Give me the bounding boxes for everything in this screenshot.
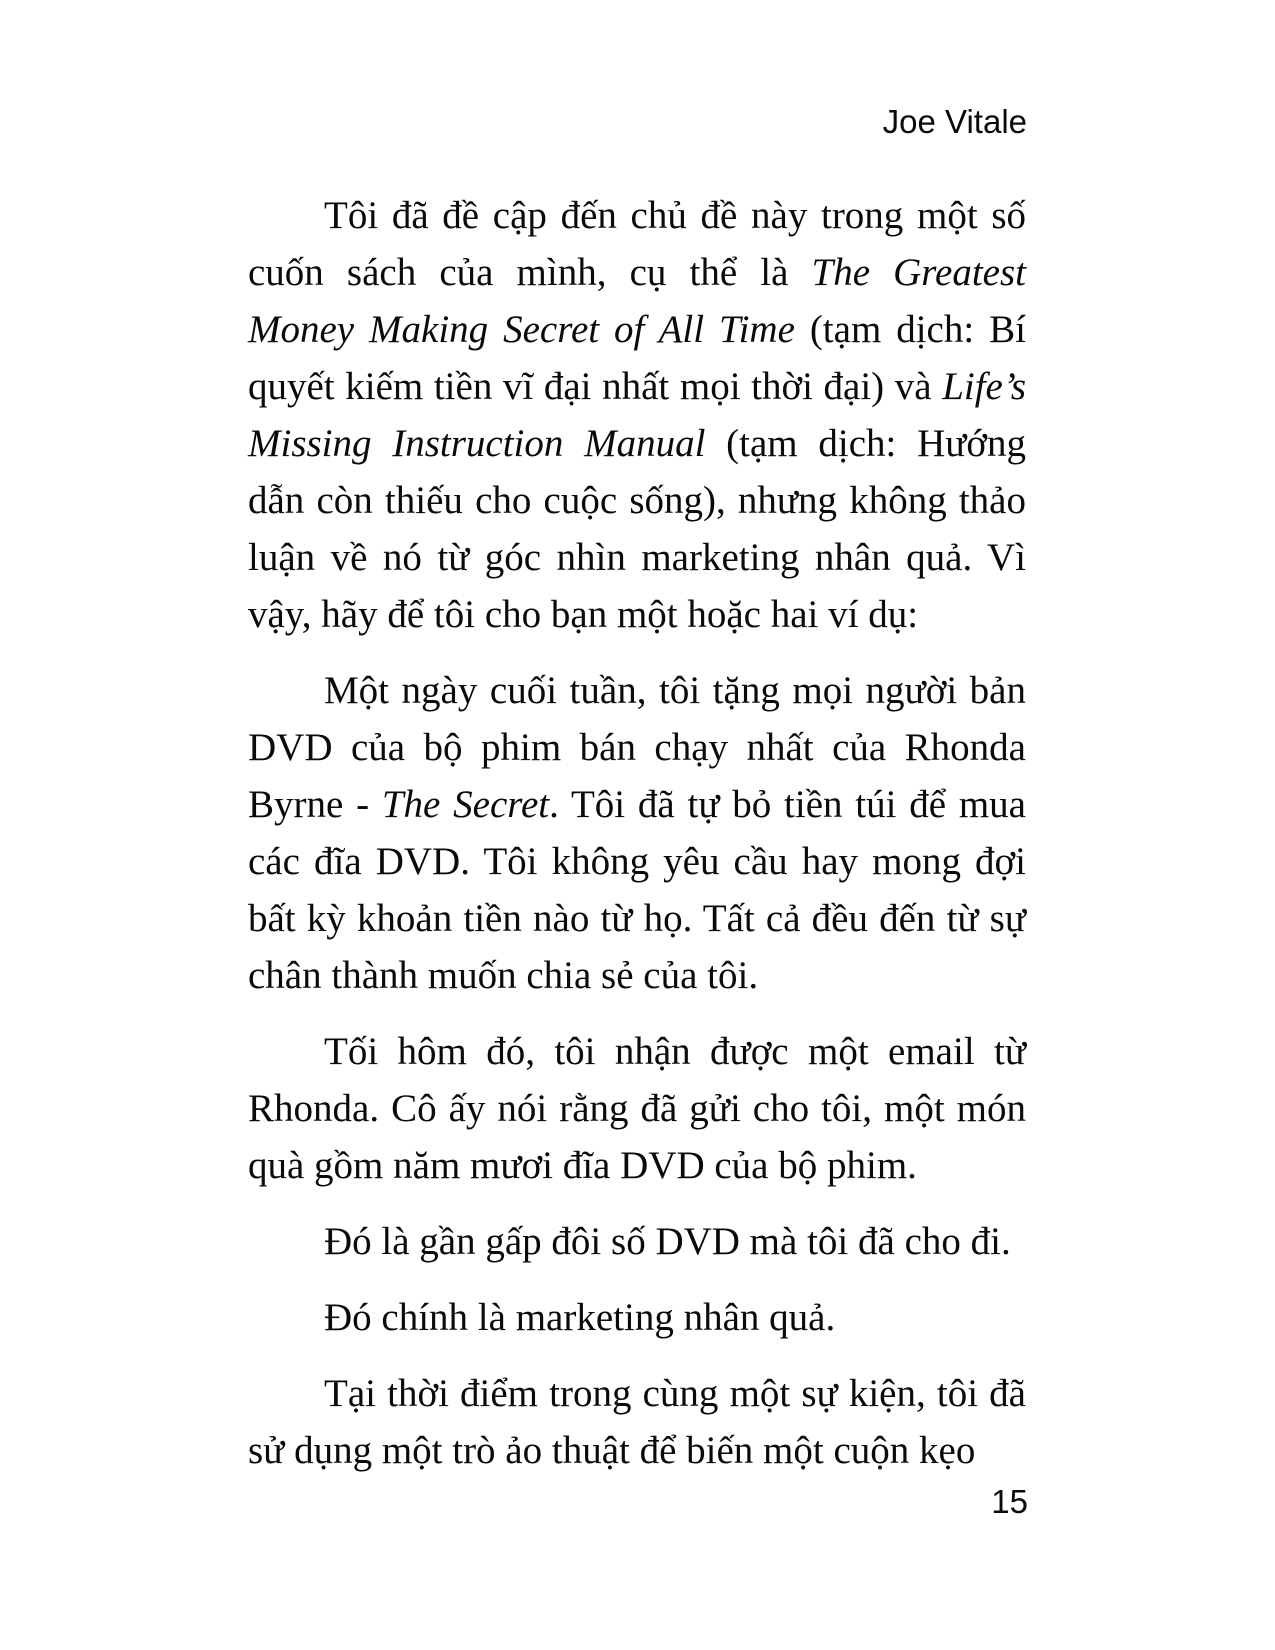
text-run: Tôi đã đề cập đến chủ đề này trong một số cuốn sách của mình, cụ thể là [248,194,1026,294]
text-run: (tạm dịch: Bí quyết kiếm tiền vĩ đại nhất mọi thời đại) và [248,308,1026,408]
book-title-italic: Life’s Missing Instruction Manual [248,365,1026,465]
paragraph [248,187,1026,643]
page-number: 15 [991,1483,1028,1520]
text-run: . Tôi đã tự bỏ tiền túi để mua các đĩa DVD. Tôi không yêu cầu hay mong đợi bất kỳ khoản tiền nào từ họ. Tất cả đều đến từ sự chân thành muốn chia sẻ của tôi. [248,783,1026,997]
book-title-italic: The Greatest Money Making Secret of All Time [248,251,1026,351]
text-run: Tối hôm đó, tôi nhận được một email từ Rhonda. Cô ấy nói rằng đã gửi cho tôi, một món quà gồm năm mươi đĩa DVD của bộ phim. [248,1030,1026,1187]
paragraph [248,1289,1026,1346]
text-run: Một ngày cuối tuần, tôi tặng mọi người bản DVD của bộ phim bán chạy nhất của Rhonda Byrne - [248,669,1026,826]
text-run: Đó chính là marketing nhân quả. [324,1296,836,1339]
running-header [248,103,1027,141]
paragraph [248,1213,1026,1270]
paragraph [248,1023,1026,1194]
paragraph [248,1365,1026,1479]
paragraph [248,662,1026,1004]
author-name: Joe Vitale [882,103,1027,140]
text-run: Tại thời điểm trong cùng một sự kiện, tôi đã sử dụng một trò ảo thuật để biến một cuộn kẹo [248,1372,1026,1472]
text-run: (tạm dịch: Hướng dẫn còn thiếu cho cuộc sống), nhưng không thảo luận về nó từ góc nhìn marketing nhân quả. Vì vậy, hãy để tôi cho bạn một hoặc hai ví dụ: [248,422,1027,636]
body-text [248,187,1026,1498]
book-title-italic: The Secret [381,783,550,826]
text-run: Đó là gần gấp đôi số DVD mà tôi đã cho đi. [324,1220,1011,1263]
